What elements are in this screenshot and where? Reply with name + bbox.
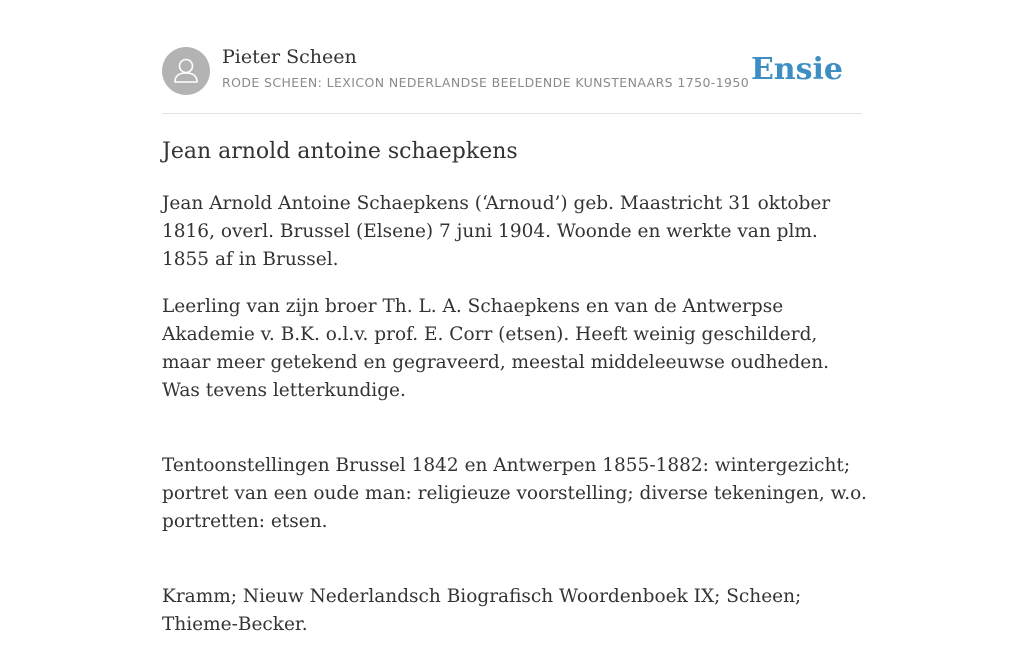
article-paragraph: Leerling van zijn broer Th. L. A. Schaepkens en van de Antwerpse Akademie v. B.K. o.l.v. prof. E. Corr (etsen). Heeft weinig geschilderd, maar meer getekend en gegraveerd, meestal middeleeuwse oudheden. Was tevens letterkundige. [162,296,830,401]
article-paragraph: Jean Arnold Antoine Schaepkens (‘Arnoud’) geb. Maastricht 31 oktober 1816, overl. Brussel (Elsene) 7 juni 1904. Woonde en werkte van plm. 1855 af in Brussel. [162,193,831,270]
article-title: Jean arnold antoine schaepkens [162,139,518,164]
user-icon [162,47,210,95]
header [162,0,862,114]
article-body [162,190,867,658]
ensie-logo[interactable]: Ensie [750,52,843,87]
article-paragraph: Kramm; Nieuw Nederlandsch Biografisch Woordenboek IX; Scheen; Thieme-Becker. [162,586,802,635]
page-container [162,0,867,635]
article-paragraph: Tentoonstellingen Brussel 1842 en Antwerpen 1855-1882: wintergezicht; portret van een oude man: religieuze voorstelling; diverse tekeningen, w.o. portretten: etsen. [162,455,867,532]
author-avatar[interactable] [162,47,210,95]
source-title[interactable]: RODE SCHEEN: LEXICON NEDERLANDSE BEELDENDE KUNSTENAARS 1750-1950 [222,75,750,90]
author-name[interactable]: Pieter Scheen [222,46,357,68]
